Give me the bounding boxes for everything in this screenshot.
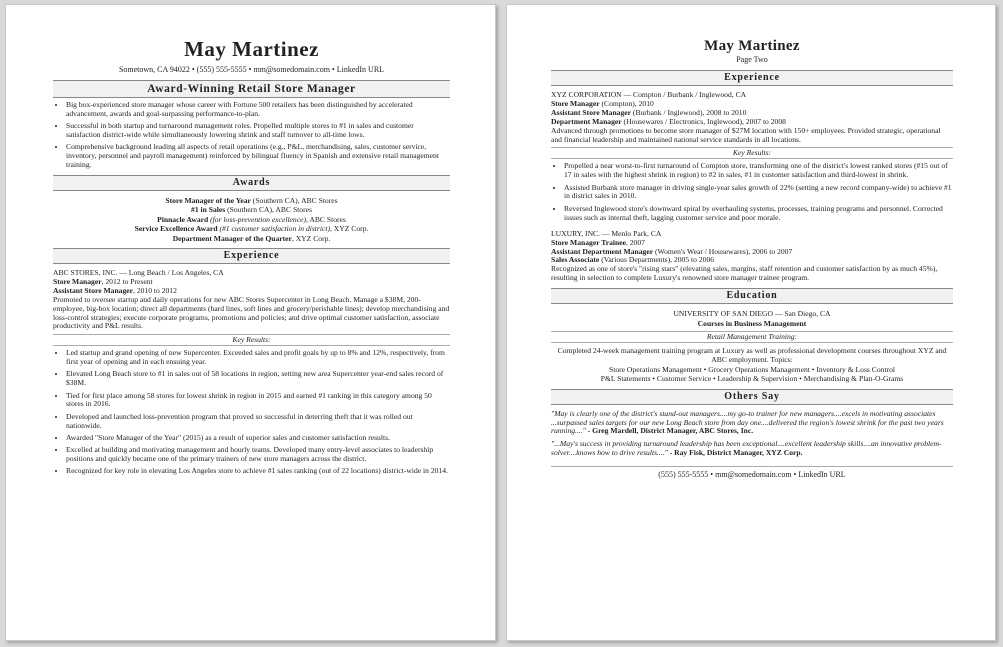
experience-heading: Experience: [53, 248, 450, 264]
award-title: Service Excellence Award: [134, 224, 218, 234]
employer: XYZ CORPORATION — Compton / Burbank / Inglewood, CA: [551, 90, 747, 99]
award-item: [53, 196, 450, 205]
result-item: • Assisted Burbank store manager in driving single-year sales growth of 22% (setting a new record company-wide) to achieve #1 in district sales in 2010.: [564, 184, 953, 202]
award-detail: , XYZ Corp.: [291, 233, 331, 243]
education-heading: Education: [551, 288, 953, 304]
award-detail: , ABC Stores: [306, 214, 346, 224]
award-item: [53, 215, 450, 224]
role-dates: , 2007: [625, 237, 645, 247]
role-title: Department Manager: [551, 116, 622, 126]
result-item: • Excelled at building and motivating management and hourly teams. Developed many entry-level associates to leadership positions and quickly became one of the primary trainers of new store managers across the district.: [66, 446, 450, 464]
quote-text: "...May's success in providing turnaround leadership has been exceptional....excellent leadership skills....an innovative problem-solver....knows how to drive results....": [551, 439, 942, 458]
award-title: Pinnacle Award: [157, 214, 209, 224]
result-item: • Reversed Inglewood store's downward spiral by overhauling systems, processes, training programs and personnel. Corrected issues such as internal theft, lagging customer service and poor morale.: [564, 205, 953, 223]
testimonial: [551, 440, 953, 458]
award-title: Department Manager of the Quarter: [172, 233, 292, 243]
resume-page-one: [5, 4, 496, 641]
award-detail: , XYZ Corp.: [330, 224, 369, 234]
role-title: Assistant Store Manager: [53, 285, 134, 295]
role-dates: (Women's Wear / Housewares), 2006 to 2007: [653, 246, 793, 256]
headline: Award-Winning Retail Store Manager: [53, 80, 450, 98]
role-title: Sales Associate: [551, 255, 600, 265]
others-say-heading: Others Say: [551, 389, 953, 405]
summary-item: • Comprehensive background leading all aspects of retail operations (e.g., P&L, merchandising, sales, customer service, inventory, personnel and payroll management) reinforced by bilingual fluency in Spanish and extensive retail management training.: [66, 143, 450, 170]
role-dates: (Housewares / Electronics, Inglewood), 2007 to 2008: [621, 116, 786, 126]
candidate-name: May Martinez: [704, 38, 800, 54]
summary-item: • Successful in both startup and turnaround management roles. Propelled multiple stores to #1 in sales and customer satisfaction district-wide while simultaneously lowering shrink and staff turnover to all-time lows.: [66, 122, 450, 140]
award-item: [53, 234, 450, 243]
training-label: Retail Management Training:: [551, 331, 953, 343]
role-title: Store Manager Trainee: [551, 237, 626, 247]
award-note: (#1 customer satisfaction in district): [217, 224, 330, 234]
school: UNIVERSITY OF SAN DIEGO — San Diego, CA: [673, 309, 831, 319]
award-item: [53, 224, 450, 233]
key-results-label: Key Results:: [551, 147, 953, 159]
training-topics: P&L Statements • Customer Service • Leadership & Supervision • Merchandising & Plan-O-Grams: [600, 374, 904, 384]
resume-page-two: [506, 4, 996, 641]
experience-heading: Experience: [551, 70, 953, 86]
quote-author: - Greg Mardell, District Manager, ABC Stores, Inc.: [585, 426, 754, 436]
degree: Courses in Business Management: [697, 318, 807, 328]
job-description: Recognized as one of store's "rising stars" (elevating sales, margins, staff retention and customer satisfaction by as much 45%), resulting in selection to complete Luxury's renowned store manager trainee program.: [551, 264, 938, 283]
award-detail: (Southern CA), ABC Stores: [250, 195, 338, 205]
role-title: Store Manager: [551, 98, 600, 108]
quote-author: - Ray Fisk, District Manager, XYZ Corp.: [667, 448, 803, 458]
result-item: • Propelled a near worst-to-first turnaround of Compton store, transforming one of the district's lowest ranked stores (#15 out of 17 in sales with the highest shrink in region) to #2 in sales, #1 in customer satisfaction and third-lowest in shrink.: [564, 162, 953, 180]
quote-text: "May is clearly one of the district's stand-out managers....my go-to trainer for new managers....excels in motivating associates ...surpassed sales targets for our new Long Beach store from day one....delivered the region's lowest shrink for the past two years running....": [551, 408, 944, 436]
role-dates: , 2010 to 2012: [133, 285, 177, 295]
award-item: [53, 205, 450, 214]
award-title: Store Manager of the Year: [165, 195, 251, 205]
employer: LUXURY, INC. — Menlo Park, CA: [551, 228, 662, 238]
award-title: #1 in Sales: [191, 205, 226, 215]
result-item: • Awarded "Store Manager of the Year" (2015) as a result of superior sales and customer satisfaction results.: [66, 434, 450, 443]
result-item: • Elevated Long Beach store to #1 in sales out of 58 locations in region, setting new area Supercenter year-end sales record of $38M.: [66, 370, 450, 388]
awards-heading: Awards: [53, 175, 450, 191]
award-detail: (Southern CA), ABC Stores: [225, 205, 312, 215]
awards-list: [53, 196, 450, 243]
testimonial: [551, 410, 953, 437]
role-title: Assistant Department Manager: [551, 246, 654, 256]
footer-contact: (555) 555-5555 • mm@somedomain.com • LinkedIn URL: [551, 466, 953, 479]
key-results-label: Key Results:: [53, 334, 450, 346]
role-title: Store Manager: [53, 276, 102, 286]
role-dates: (Burbank / Inglewood), 2008 to 2010: [631, 107, 747, 117]
result-item: • Led startup and grand opening of new Supercenter. Exceeded sales and profit goals by up to 8% and 12%, respectively, from first year of opening and in each ensuing year.: [66, 349, 450, 367]
award-note: (for loss-prevention excellence): [208, 214, 306, 224]
training-text: Completed 24-week management training program at Luxury as well as professional development courses throughout XYZ and ABC employment. Topics:: [557, 346, 947, 365]
contact-line: Sometown, CA 94022 • (555) 555-5555 • mm@somedomain.com • LinkedIn URL: [118, 65, 385, 74]
role-dates: (Various Departments), 2005 to 2006: [599, 255, 715, 265]
role-dates: (Compton), 2010: [599, 98, 654, 108]
result-item: • Tied for first place among 58 stores for lowest shrink in region in 2015 and earned #1 ranking in this category among 50 stores in 2016.: [66, 392, 450, 410]
summary-list: [53, 101, 450, 170]
page-two-label: Page Two: [736, 55, 768, 64]
candidate-name: May Martinez: [184, 37, 319, 61]
role-dates: , 2012 to Present: [101, 276, 153, 286]
training-topics: Store Operations Management • Grocery Operations Management • Inventory & Loss Control: [608, 364, 895, 374]
job-description: Advanced through promotions to become store manager of $27M location with 150+ employees. Provided strategic, operational and financial leadership and maintained national service standards in all locations.: [551, 125, 941, 144]
result-item: • Developed and launched loss-prevention program that proved so successful in deterring theft that it was rolled out nationwide.: [66, 413, 450, 431]
results-list: [551, 162, 953, 222]
summary-item: • Big box-experienced store manager whose career with Fortune 500 retailers has been distinguished by accelerated advancement, awards and goal-surpassing performance-to-plan.: [66, 101, 450, 119]
results-list: [53, 349, 450, 476]
result-item: • Recognized for key role in elevating Los Angeles store to achieve #1 sales ranking (out of 22 locations) district-wide in 2014.: [66, 467, 450, 476]
job-description: Promoted to oversee startup and daily operations for new ABC Stores Supercenter in Long Beach. Manage a $38M, 200-employee, big-box location; direct all departments (hard lines, soft lines and grocery/perishable lines); develop merchandising and loss-control strategies; execute corporate programs, promotions and policies; and drive optimal customer satisfaction, associate productivity and P&L results.: [53, 294, 450, 331]
employer: ABC STORES, INC. — Long Beach / Los Angeles, CA: [53, 267, 224, 277]
role-title: Assistant Store Manager: [551, 107, 632, 117]
